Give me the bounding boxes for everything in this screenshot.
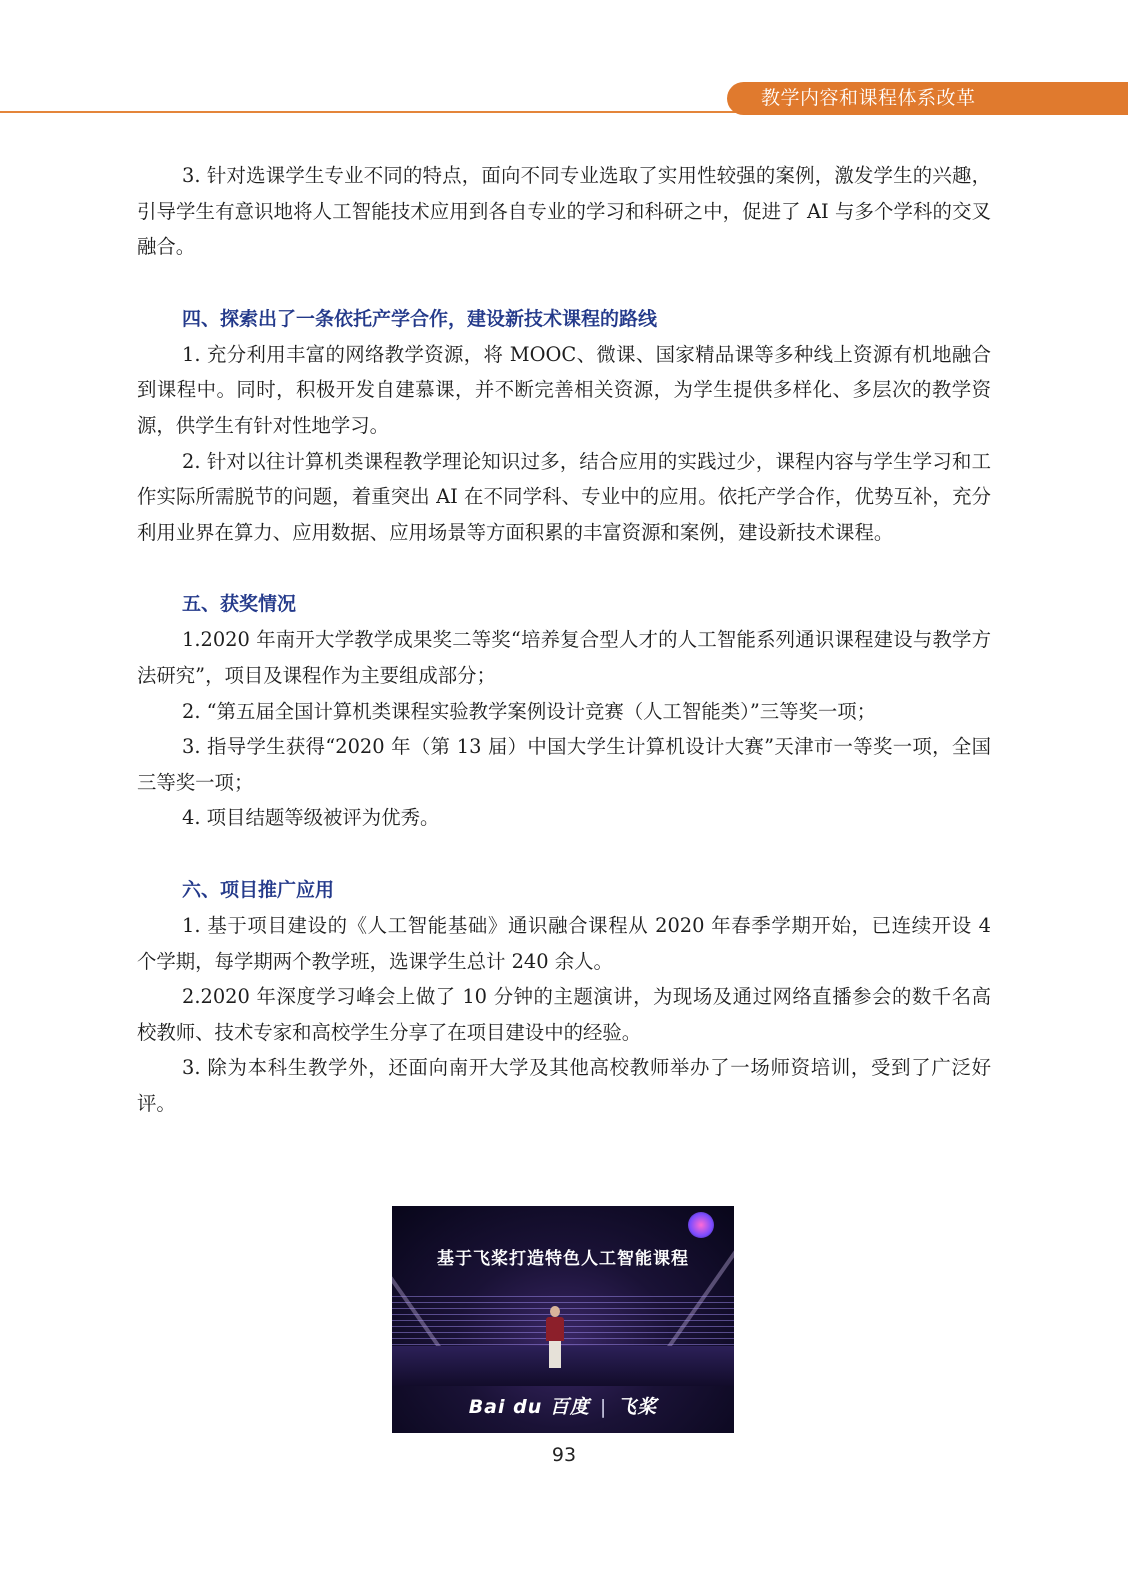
chapter-title: 教学内容和课程体系改革 <box>761 87 976 109</box>
spacer <box>137 265 991 301</box>
section5-paragraph: 3. 指导学生获得“2020 年（第 13 届）中国大学生计算机设计大赛”天津市一等奖一项，全国三等奖一项； <box>137 735 991 794</box>
speaker-torso <box>546 1317 564 1341</box>
speaker-figure <box>545 1306 565 1368</box>
paddle-logo: 飞桨 <box>617 1396 658 1418</box>
section6-paragraph: 2.2020 年深度学习峰会上做了 10 分钟的主题演讲，为现场及通过网络直播参会的数千名高校教师、技术专家和高校学生分享了在项目建设中的经验。 <box>137 985 991 1044</box>
section6-paragraph: 3. 除为本科生教学外，还面向南开大学及其他高校教师举办了一场师资培训，受到了广泛好评。 <box>137 1056 991 1115</box>
section4-heading: 四、探索出了一条依托产学合作，建设新技术课程的路线 <box>182 307 658 330</box>
decorative-orb <box>688 1212 714 1238</box>
page-body <box>137 158 991 1121</box>
speaker-head <box>550 1306 560 1317</box>
spacer <box>137 550 991 586</box>
event-photo <box>392 1206 734 1433</box>
section5-heading: 五、获奖情况 <box>182 593 297 616</box>
section4-paragraph: 2. 针对以往计算机类课程教学理论知识过多，结合应用的实践过少，课程内容与学生学习和工作实际所需脱节的问题，着重突出 AI 在不同学科、专业中的应用。依托产学合作，优势互补，充分利用业界在算力、应用数据、应用场景等方面积累的丰富资源和案例，建设新技术课程。 <box>137 449 991 544</box>
page-number: 93 <box>551 1444 577 1466</box>
speaker-legs <box>549 1341 561 1368</box>
chapter-header-tab <box>727 82 1128 115</box>
section4-paragraph: 1. 充分利用丰富的网络教学资源，将 MOOC、微课、国家精品课等多种线上资源有机地融合到课程中。同时，积极开发自建慕课，并不断完善相关资源，为学生提供多样化、多层次的教学资源，供学生有针对性地学习。 <box>137 342 991 437</box>
baidu-logo: Bai du 百度 <box>468 1396 590 1418</box>
section5-paragraph: 1.2020 年南开大学教学成果奖二等奖“培养复合型人才的人工智能系列通识课程建设与教学方法研究”，项目及课程作为主要组成部分； <box>137 628 991 687</box>
intro-paragraph: 3. 针对选课学生专业不同的特点，面向不同专业选取了实用性较强的案例，激发学生的兴趣，引导学生有意识地将人工智能技术应用到各自专业的学习和科研之中，促进了 AI 与多个学科的交叉融合。 <box>137 164 991 259</box>
sponsor-logos <box>392 1392 734 1419</box>
screen-title: 基于飞桨打造特色人工智能课程 <box>437 1249 689 1269</box>
logo-separator: | <box>599 1396 608 1418</box>
section5-paragraph: 4. 项目结题等级被评为优秀。 <box>182 806 440 830</box>
section6-heading: 六、项目推广应用 <box>182 878 335 901</box>
section6-paragraph: 1. 基于项目建设的《人工智能基础》通识融合课程从 2020 年春季学期开始，已连续开设 4 个学期，每学期两个教学班，选课学生总计 240 余人。 <box>137 913 991 973</box>
section5-paragraph: 2. “第五届全国计算机类课程实验教学案例设计竞赛（人工智能类）”三等奖一项； <box>182 699 877 723</box>
spacer <box>137 836 991 872</box>
